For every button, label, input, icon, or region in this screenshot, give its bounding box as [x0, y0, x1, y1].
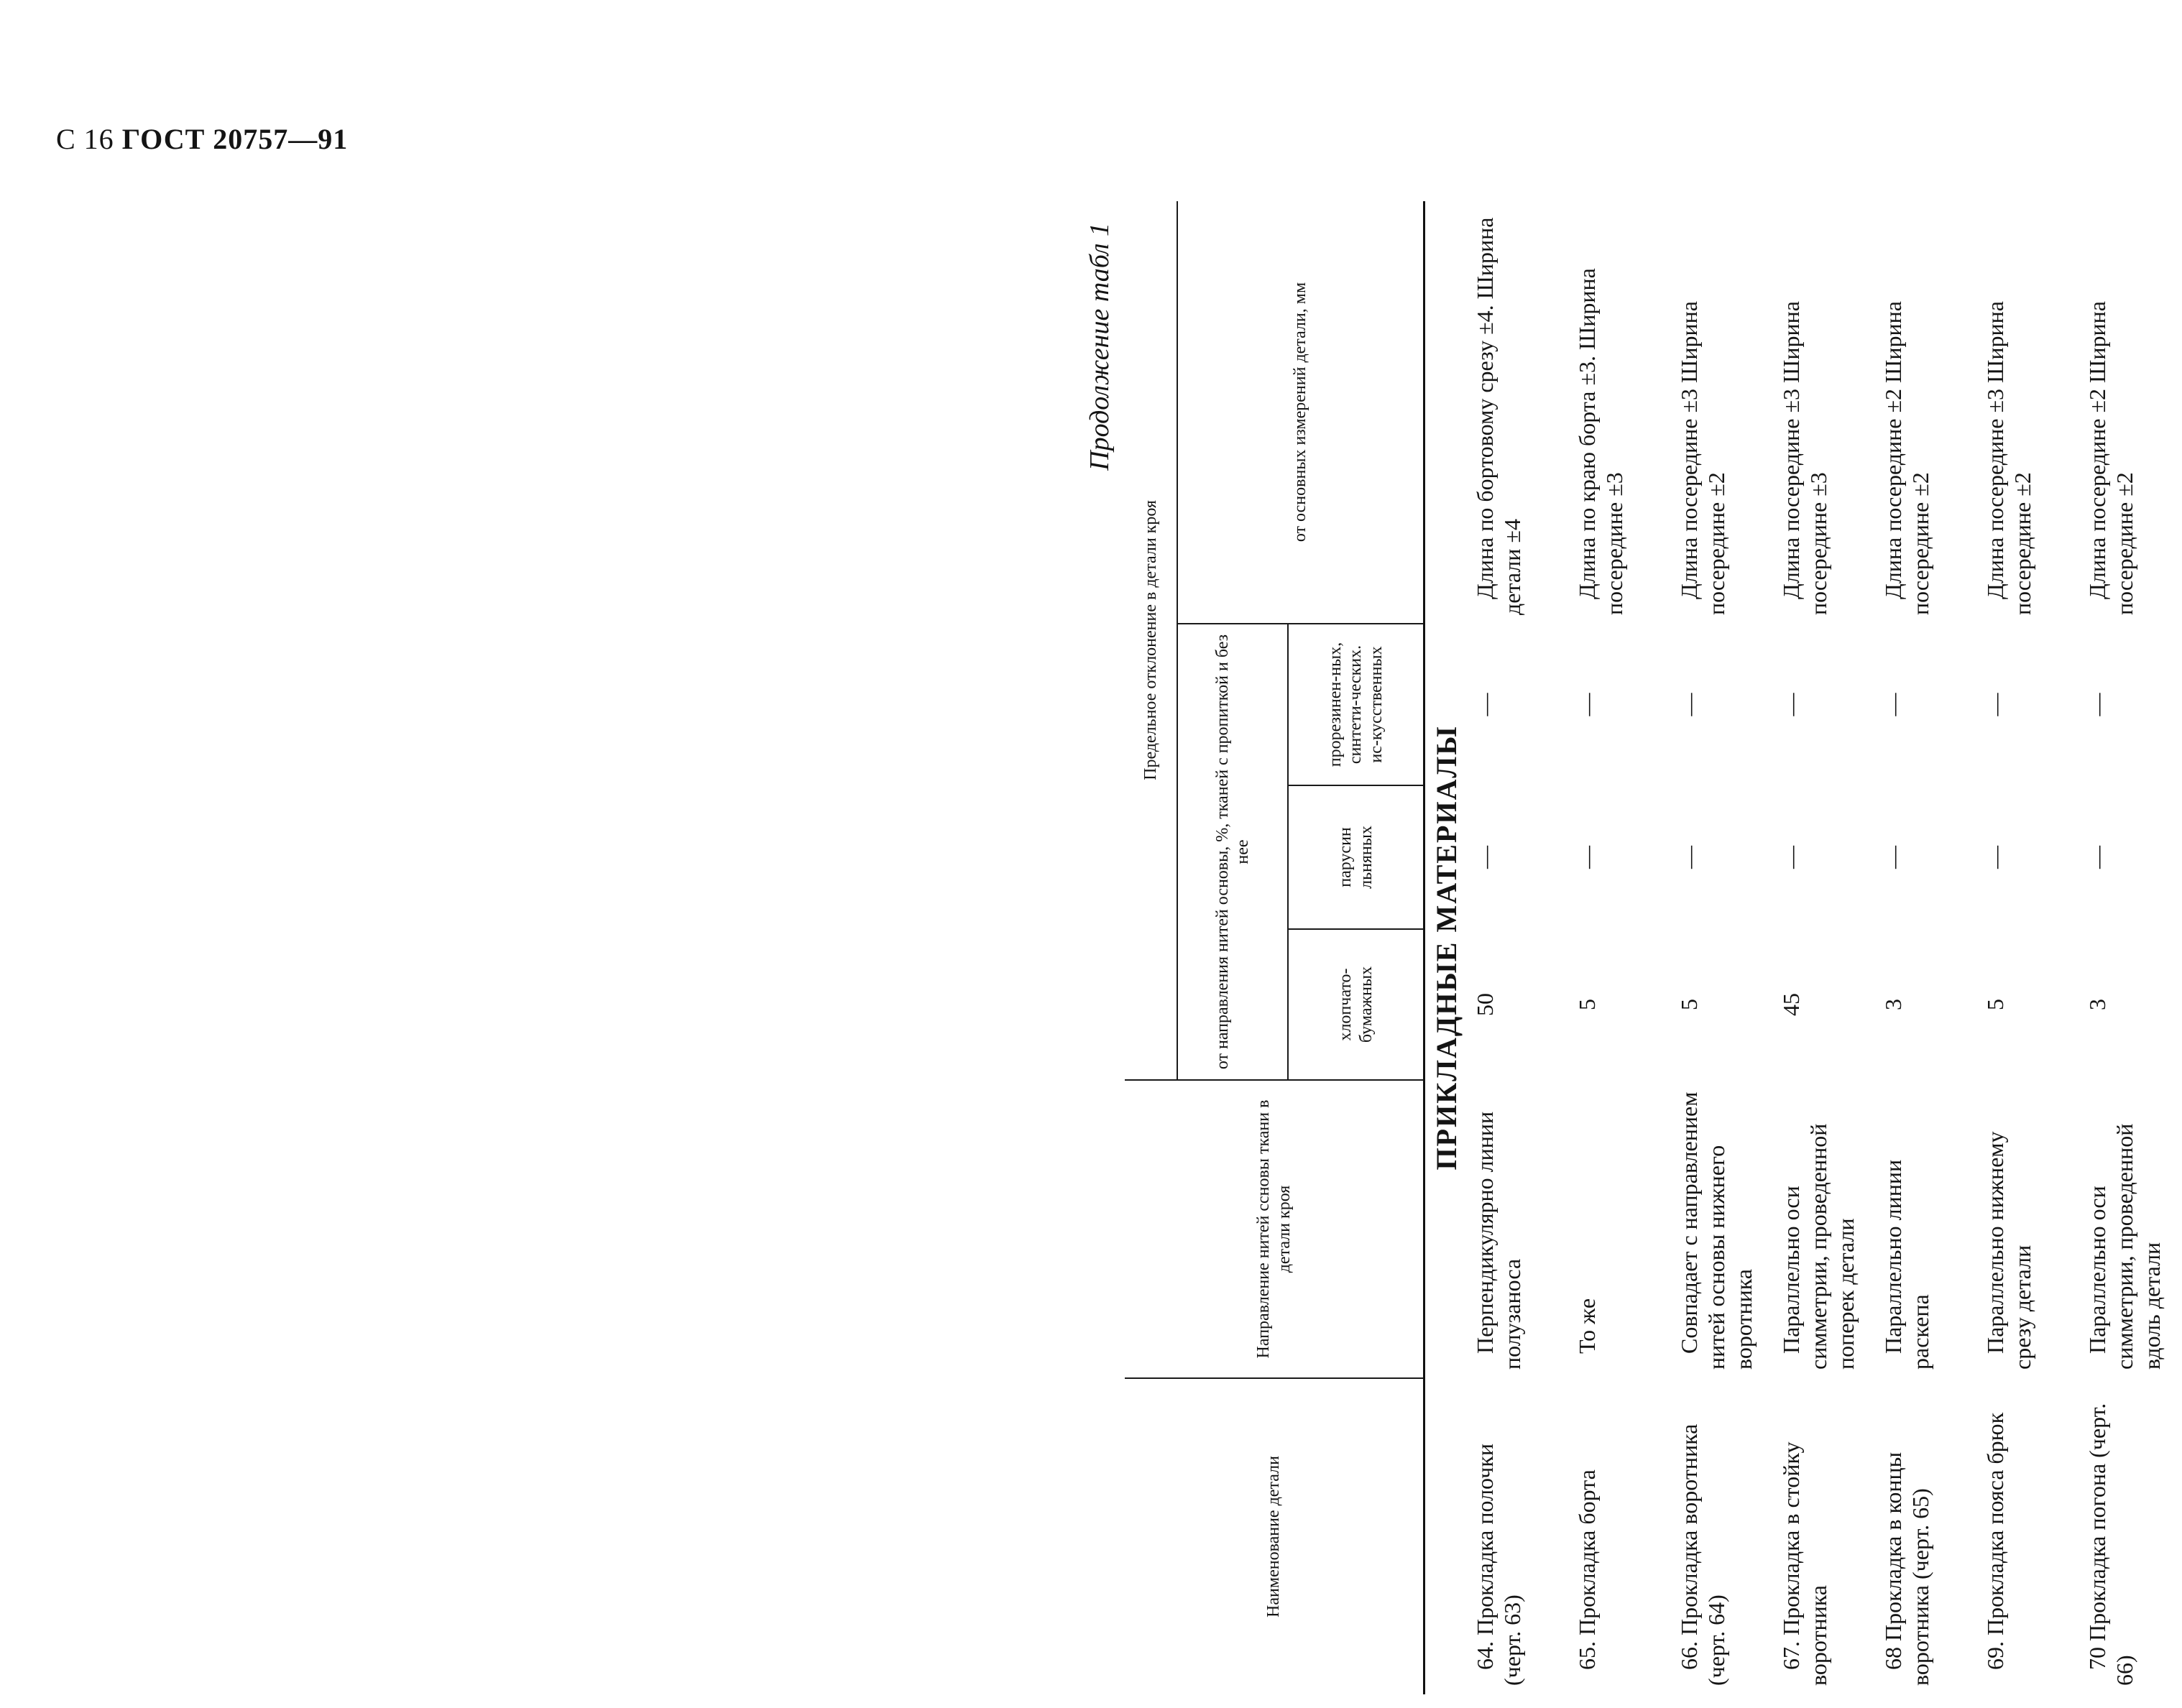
table-row	[2080, 201, 2182, 1694]
linen-cell: —	[1778, 846, 1805, 869]
rubberized-cell: —	[2084, 693, 2111, 716]
measure-cell: Длина по краю борта ±3. Ширина посередине ±3	[1574, 268, 1627, 615]
header-cotton: хлопчато-бумажных	[1288, 929, 1424, 1080]
table-row	[1774, 201, 1876, 1694]
linen-cell: —	[1982, 846, 2009, 869]
detail-name-cell: 70 Прокладка погона (черт. 66)	[2084, 1403, 2137, 1686]
section-row	[1424, 201, 1468, 1694]
direction-cell: Совпадает с направлением нитей основы нижнего воротника	[1676, 1091, 1757, 1370]
cotton-cell: 5	[1574, 999, 1601, 1010]
detail-name-cell: 69. Прокладка пояса брюк	[1982, 1412, 2009, 1670]
table-row	[1672, 201, 1774, 1694]
direction-cell: Параллельно оси симметрии, проведенной поперек детали	[1778, 1123, 1859, 1370]
linen-cell: —	[1880, 846, 1907, 869]
section-title: ПРИКЛАДНЫЕ МАТЕРИАЛЫ	[1430, 725, 1463, 1171]
header-rubberized: прорезинен-ных, синтети-ческих. ис-кусственных	[1288, 624, 1424, 785]
cotton-cell: 5	[1982, 999, 2009, 1010]
rubberized-cell: —	[1982, 693, 2009, 716]
detail-name-cell: 68 Прокладка в концы воротника (черт. 65)	[1880, 1451, 1933, 1686]
header-deviation: Предельное отклонение в детали кроя	[1125, 201, 1177, 1080]
cotton-cell: 50	[1472, 993, 1499, 1016]
table-header	[1125, 201, 1424, 1694]
table-row	[1570, 201, 1672, 1694]
page-number: С 16	[56, 123, 114, 155]
measure-cell: Длина посередине ±2 Ширина посередине ±2	[2084, 301, 2137, 615]
rubberized-cell: —	[1472, 693, 1499, 716]
table-row	[1468, 201, 1570, 1694]
table-row	[1978, 201, 2080, 1694]
standard-number: ГОСТ 20757—91	[121, 123, 349, 155]
detail-name-cell: 65. Прокладка борта	[1574, 1469, 1601, 1670]
detail-name-cell: 66. Прокладка воротника (черт. 64)	[1676, 1423, 1729, 1686]
deviation-table	[1125, 201, 2182, 1694]
rubberized-cell: —	[1880, 693, 1907, 716]
rubberized-cell: —	[1574, 693, 1601, 716]
measure-cell: Длина посередине ±3 Ширина посередине ±3	[1778, 301, 1831, 615]
linen-cell: —	[1472, 846, 1499, 869]
direction-cell: Параллельно нижнему срезу детали	[1982, 1131, 2035, 1370]
direction-cell: Параллельно оси симметрии, проведенной вдоль детали	[2084, 1123, 2165, 1370]
cotton-cell: 3	[1880, 999, 1907, 1010]
measure-cell: Длина по бортовому срезу ±4. Ширина детали ±4	[1472, 217, 1525, 615]
header-linen: парусин льняных	[1288, 785, 1424, 929]
rubberized-cell: —	[1778, 693, 1805, 716]
cotton-cell: 3	[2084, 999, 2111, 1010]
header-detail-name: Наименование детали	[1125, 1378, 1424, 1694]
table-row	[1876, 201, 1978, 1694]
measure-cell: Длина посередине ±2 Ширина посередине ±2	[1880, 301, 1933, 615]
direction-cell: Перпендикулярно линии полузаноса	[1472, 1111, 1525, 1370]
linen-cell: —	[2084, 846, 2111, 869]
direction-cell: Параллельно линии раскепа	[1880, 1159, 1933, 1370]
rotated-table-block	[1078, 201, 2165, 1694]
detail-name-cell: 64. Прокладка полочки (черт. 63)	[1472, 1444, 1525, 1686]
header-from-direction: от направления нитей основы, %, тканей с пропиткой и без нее	[1177, 624, 1288, 1080]
header-from-measurements: от основных измерений детали, мм	[1177, 201, 1424, 624]
continuation-label: Продолжение табл 1	[1085, 223, 1115, 471]
header-thread-direction: Направление нитей сcновы ткани в детали кроя	[1125, 1080, 1424, 1378]
cotton-cell: 5	[1676, 999, 1703, 1010]
page-header	[56, 122, 348, 156]
linen-cell: —	[1676, 846, 1703, 869]
detail-name-cell: 67. Прокладка в стойку воротника	[1778, 1441, 1831, 1686]
measure-cell: Длина посередине ±3 Ширина посередине ±2	[1676, 301, 1729, 615]
direction-cell: То же	[1574, 1298, 1601, 1354]
measure-cell: Длина посередине ±3 Ширина посередине ±2	[1982, 301, 2035, 615]
linen-cell: —	[1574, 846, 1601, 869]
cotton-cell: 45	[1778, 993, 1805, 1016]
rubberized-cell: —	[1676, 693, 1703, 716]
